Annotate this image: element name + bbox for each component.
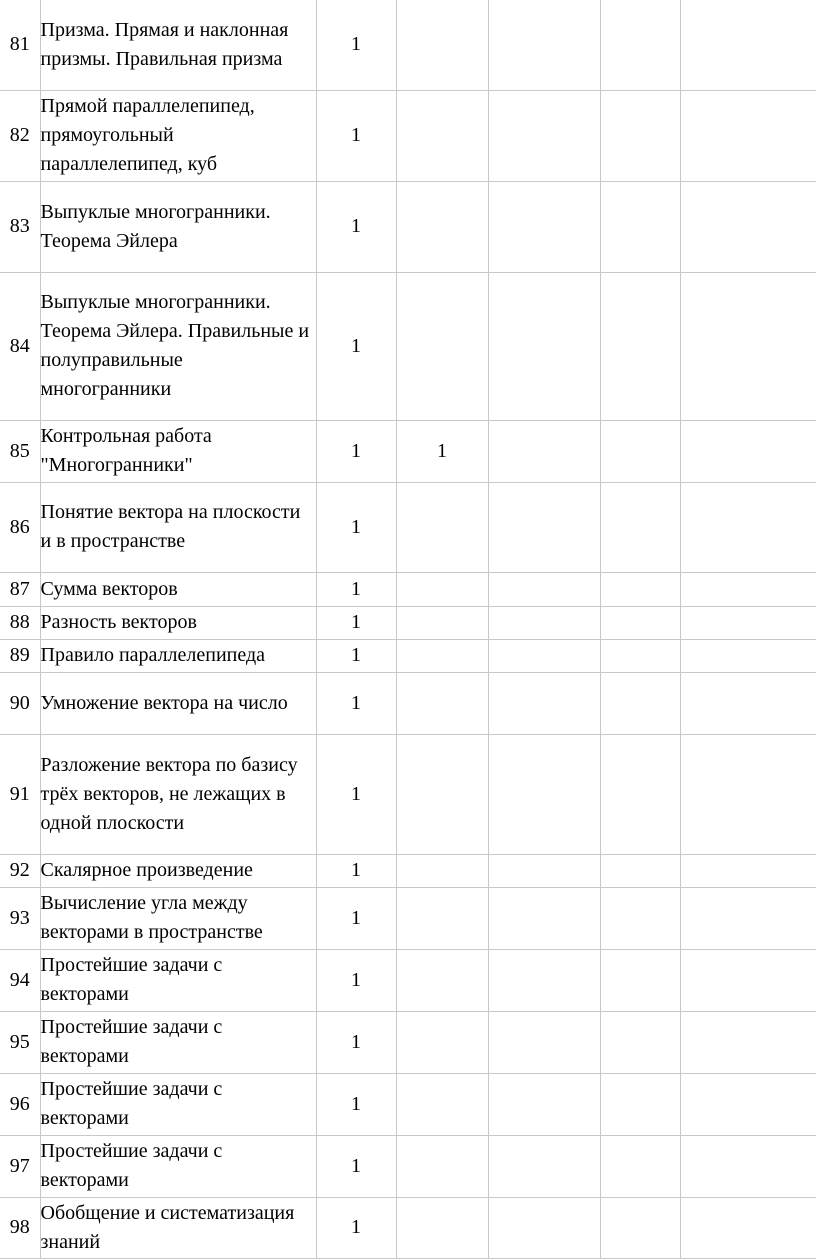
lesson-topic: Вычисление угла между векторами в пространстве	[40, 887, 316, 949]
empty-cell	[488, 420, 600, 482]
empty-cell	[680, 639, 816, 672]
lesson-hours: 1	[316, 949, 396, 1011]
lesson-number: 85	[0, 420, 40, 482]
lesson-topic: Разность векторов	[40, 606, 316, 639]
lesson-number: 97	[0, 1135, 40, 1197]
table-row	[0, 1073, 816, 1135]
empty-cell	[488, 949, 600, 1011]
lesson-control-work	[396, 639, 488, 672]
empty-cell	[600, 854, 680, 887]
empty-cell	[488, 1073, 600, 1135]
empty-cell	[600, 1135, 680, 1197]
table-row	[0, 420, 816, 482]
empty-cell	[680, 420, 816, 482]
empty-cell	[680, 1197, 816, 1258]
table-row	[0, 887, 816, 949]
empty-cell	[680, 1135, 816, 1197]
empty-cell	[680, 90, 816, 181]
lesson-number: 95	[0, 1011, 40, 1073]
lesson-hours: 1	[316, 672, 396, 734]
empty-cell	[680, 0, 816, 90]
empty-cell	[600, 949, 680, 1011]
lesson-hours: 1	[316, 272, 396, 420]
lesson-topic: Контрольная работа "Многогранники"	[40, 420, 316, 482]
empty-cell	[600, 639, 680, 672]
empty-cell	[488, 1197, 600, 1258]
empty-cell	[600, 181, 680, 272]
lesson-hours: 1	[316, 1011, 396, 1073]
lesson-control-work	[396, 854, 488, 887]
lesson-topic: Разложение вектора по базису трёх векторов, не лежащих в одной плоскости	[40, 734, 316, 854]
lesson-topic: Выпуклые многогранники. Теорема Эйлера	[40, 181, 316, 272]
table-row	[0, 854, 816, 887]
table-row	[0, 572, 816, 606]
empty-cell	[488, 854, 600, 887]
lesson-control-work	[396, 90, 488, 181]
lesson-control-work	[396, 672, 488, 734]
lesson-hours: 1	[316, 606, 396, 639]
empty-cell	[488, 0, 600, 90]
empty-cell	[680, 672, 816, 734]
lesson-topic: Правило параллелепипеда	[40, 639, 316, 672]
empty-cell	[488, 90, 600, 181]
lesson-control-work	[396, 482, 488, 572]
lesson-topic: Простейшие задачи с векторами	[40, 1135, 316, 1197]
lesson-number: 94	[0, 949, 40, 1011]
lesson-control-work	[396, 1011, 488, 1073]
lesson-number: 84	[0, 272, 40, 420]
lesson-topic: Прямой параллелепипед, прямоугольный параллелепипед, куб	[40, 90, 316, 181]
empty-cell	[680, 272, 816, 420]
lesson-control-work: 1	[396, 420, 488, 482]
table-row	[0, 0, 816, 90]
lesson-number: 83	[0, 181, 40, 272]
lesson-number: 88	[0, 606, 40, 639]
empty-cell	[680, 734, 816, 854]
lesson-hours: 1	[316, 420, 396, 482]
lesson-hours: 1	[316, 181, 396, 272]
lesson-topic: Обобщение и систематизация знаний	[40, 1197, 316, 1258]
lesson-topic: Простейшие задачи с векторами	[40, 1073, 316, 1135]
lesson-topic: Понятие вектора на плоскости и в пространстве	[40, 482, 316, 572]
empty-cell	[488, 1135, 600, 1197]
lesson-control-work	[396, 1197, 488, 1258]
lesson-control-work	[396, 0, 488, 90]
lesson-control-work	[396, 272, 488, 420]
empty-cell	[680, 949, 816, 1011]
lesson-control-work	[396, 606, 488, 639]
table-row	[0, 639, 816, 672]
empty-cell	[600, 482, 680, 572]
empty-cell	[680, 1073, 816, 1135]
lesson-topic: Призма. Прямая и наклонная призмы. Правильная призма	[40, 0, 316, 90]
lesson-hours: 1	[316, 482, 396, 572]
lesson-topic: Скалярное произведение	[40, 854, 316, 887]
empty-cell	[600, 887, 680, 949]
table-row	[0, 1011, 816, 1073]
lesson-control-work	[396, 887, 488, 949]
empty-cell	[600, 606, 680, 639]
lesson-number: 93	[0, 887, 40, 949]
empty-cell	[488, 482, 600, 572]
lesson-topic: Простейшие задачи с векторами	[40, 1011, 316, 1073]
empty-cell	[680, 482, 816, 572]
lesson-control-work	[396, 181, 488, 272]
lesson-control-work	[396, 572, 488, 606]
lesson-hours: 1	[316, 1197, 396, 1258]
lesson-hours: 1	[316, 90, 396, 181]
empty-cell	[600, 672, 680, 734]
empty-cell	[488, 887, 600, 949]
empty-cell	[488, 272, 600, 420]
lesson-number: 98	[0, 1197, 40, 1258]
empty-cell	[488, 572, 600, 606]
lesson-control-work	[396, 1135, 488, 1197]
lesson-control-work	[396, 949, 488, 1011]
empty-cell	[600, 572, 680, 606]
lesson-number: 82	[0, 90, 40, 181]
empty-cell	[680, 854, 816, 887]
lesson-hours: 1	[316, 572, 396, 606]
empty-cell	[488, 672, 600, 734]
table-row	[0, 482, 816, 572]
empty-cell	[680, 887, 816, 949]
lesson-hours: 1	[316, 639, 396, 672]
lesson-control-work	[396, 1073, 488, 1135]
lesson-hours: 1	[316, 1073, 396, 1135]
empty-cell	[488, 606, 600, 639]
empty-cell	[488, 181, 600, 272]
lesson-hours: 1	[316, 1135, 396, 1197]
empty-cell	[600, 1073, 680, 1135]
lesson-hours: 1	[316, 734, 396, 854]
lesson-topic: Сумма векторов	[40, 572, 316, 606]
table-row	[0, 90, 816, 181]
lesson-number: 81	[0, 0, 40, 90]
lesson-topic: Умножение вектора на число	[40, 672, 316, 734]
table-row	[0, 734, 816, 854]
table-row	[0, 606, 816, 639]
lesson-number: 90	[0, 672, 40, 734]
empty-cell	[488, 734, 600, 854]
empty-cell	[600, 420, 680, 482]
lesson-topic: Выпуклые многогранники. Теорема Эйлера. Правильные и полуправильные многогранники	[40, 272, 316, 420]
lesson-control-work	[396, 734, 488, 854]
table-row	[0, 181, 816, 272]
lesson-topic: Простейшие задачи с векторами	[40, 949, 316, 1011]
empty-cell	[600, 90, 680, 181]
empty-cell	[488, 1011, 600, 1073]
empty-cell	[600, 0, 680, 90]
empty-cell	[680, 606, 816, 639]
empty-cell	[600, 1197, 680, 1258]
empty-cell	[680, 572, 816, 606]
lesson-number: 89	[0, 639, 40, 672]
lesson-number: 87	[0, 572, 40, 606]
lesson-hours: 1	[316, 887, 396, 949]
lesson-number: 91	[0, 734, 40, 854]
empty-cell	[488, 639, 600, 672]
empty-cell	[600, 734, 680, 854]
table-row	[0, 1135, 816, 1197]
table-row	[0, 672, 816, 734]
lesson-number: 92	[0, 854, 40, 887]
table-row	[0, 272, 816, 420]
lesson-number: 96	[0, 1073, 40, 1135]
empty-cell	[680, 181, 816, 272]
table-row	[0, 1197, 816, 1258]
lesson-hours: 1	[316, 0, 396, 90]
lesson-number: 86	[0, 482, 40, 572]
empty-cell	[600, 1011, 680, 1073]
lesson-hours: 1	[316, 854, 396, 887]
table-row	[0, 949, 816, 1011]
empty-cell	[680, 1011, 816, 1073]
empty-cell	[600, 272, 680, 420]
